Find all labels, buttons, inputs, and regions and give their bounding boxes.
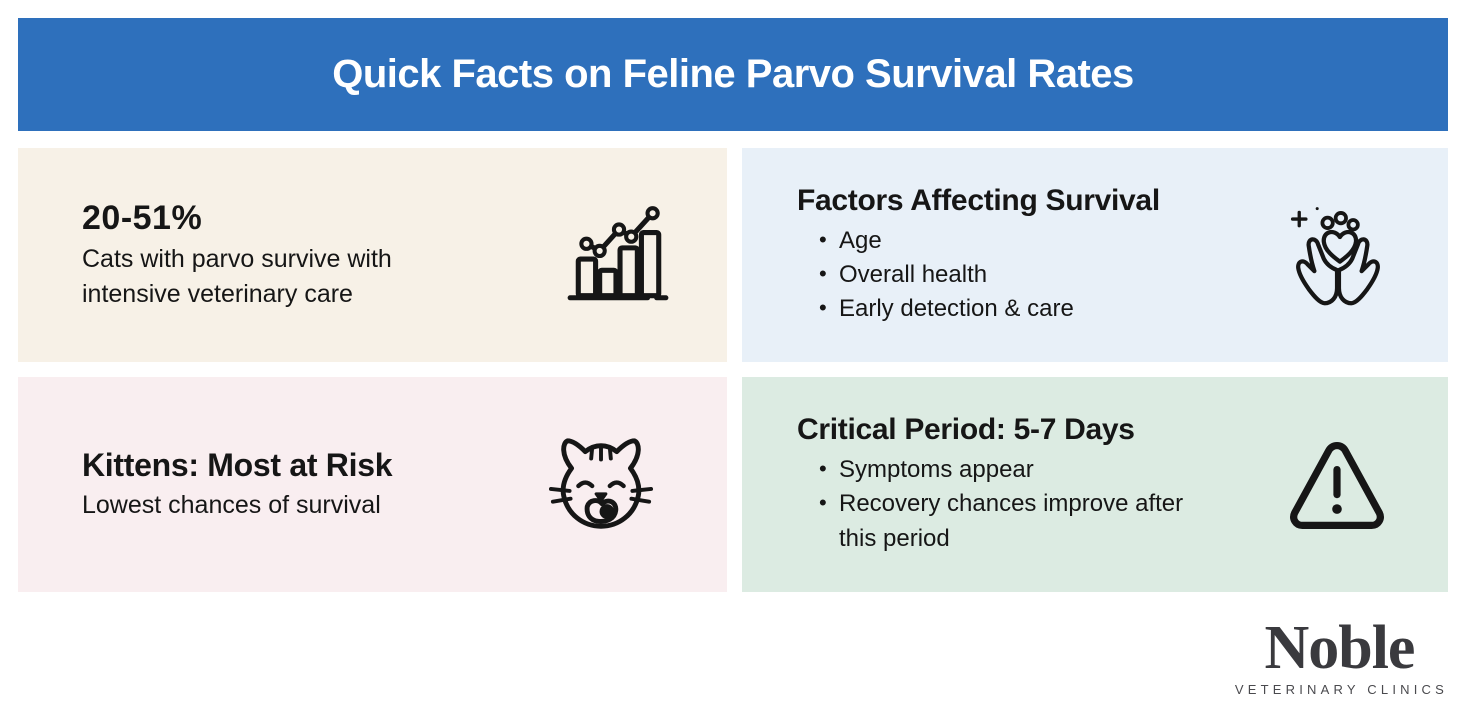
survival-rate-text — [82, 199, 462, 311]
list-item: • Age — [819, 226, 882, 254]
list-item: • Symptoms appear — [819, 456, 1034, 484]
logo-tagline: VETERINARY CLINICS — [1234, 682, 1448, 697]
factors-heading: Factors Affecting Survival — [797, 183, 1160, 217]
sick-cat-icon — [547, 434, 655, 536]
card-survival-rate — [18, 148, 727, 362]
caring-hands-paw-icon — [1286, 199, 1390, 311]
header-banner — [18, 18, 1448, 131]
card-kittens — [18, 377, 727, 592]
card-critical-period — [742, 377, 1448, 592]
warning-triangle-icon — [1284, 434, 1390, 536]
page-title: Quick Facts on Feline Parvo Survival Rates — [332, 52, 1134, 96]
list-item: • Overall health — [819, 260, 988, 288]
factors-bullet-list — [797, 224, 1160, 326]
noble-veterinary-clinics-logo — [1231, 614, 1448, 697]
kittens-text — [82, 447, 392, 523]
logo-wordmark: Noble — [1264, 614, 1415, 682]
list-item: • Recovery chances improve after this period — [819, 490, 1184, 552]
critical-period-text — [797, 413, 1197, 555]
factors-text — [797, 184, 1160, 326]
card-factors — [742, 148, 1448, 362]
survival-rate-description: Cats with parvo survive with intensive veterinary care — [82, 245, 392, 308]
list-item: • Early detection & care — [819, 295, 1074, 323]
survival-rate-stat: 20-51% — [82, 199, 203, 237]
critical-period-bullet-list — [797, 453, 1197, 555]
bar-chart-trend-icon — [559, 199, 677, 311]
kittens-description: Lowest chances of survival — [82, 490, 381, 519]
critical-period-heading: Critical Period: 5-7 Days — [797, 413, 1135, 447]
kittens-heading: Kittens: Most at Risk — [82, 446, 393, 483]
